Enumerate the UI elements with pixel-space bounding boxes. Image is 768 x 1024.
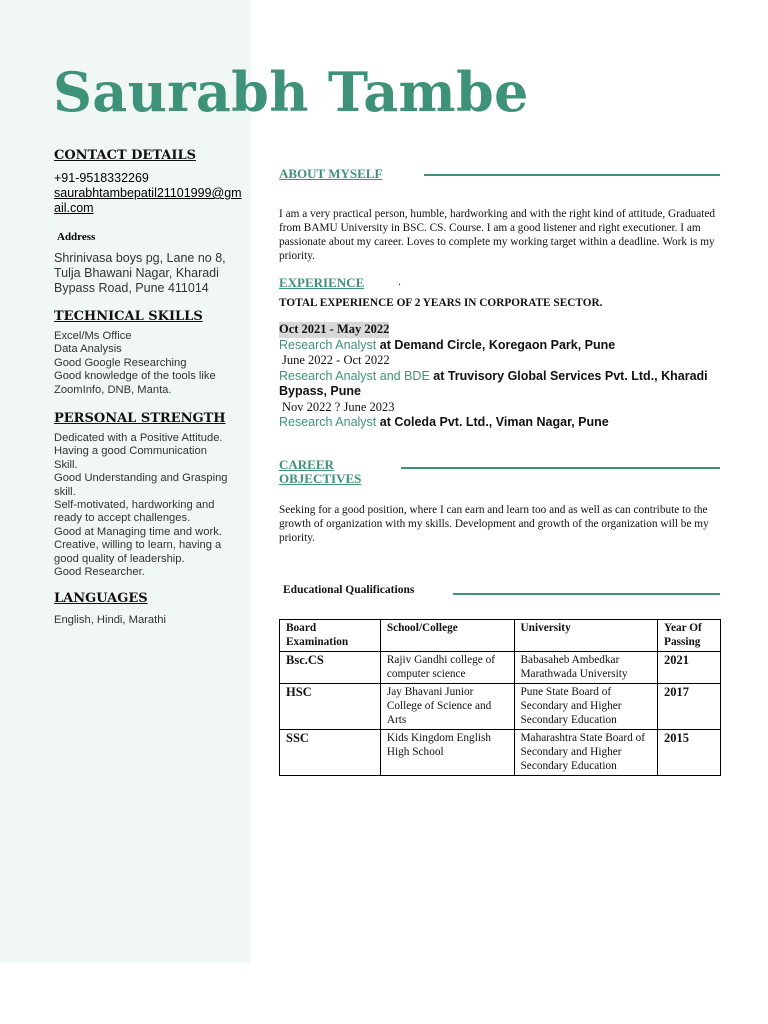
school-cell: Kids Kingdom English High School [380,730,514,776]
board-cell: SSC [280,730,381,776]
experience-dot: . [398,276,402,288]
column-header: University [514,620,658,652]
university-cell: Pune State Board of Secondary and Higher Secondary Education [514,684,658,730]
school-cell: Jay Bhavani Junior College of Science and Arts [380,684,514,730]
career-heading [279,458,361,486]
address-heading: Address [57,231,96,243]
education-heading: Educational Qualifications [283,584,415,596]
list-item: ZoomInfo, DNB, Manta. [54,383,172,396]
table-row [280,652,721,684]
job-company: at Truvisory Global Services Pvt. Ltd., Kharadi Bypass, Pune [279,368,708,398]
list-item: skill. [54,485,76,498]
list-item: Creative, willing to learn, having a [54,539,222,552]
section-divider [424,174,720,176]
technical-skills-section [54,309,244,397]
technical-skills-list [54,330,244,397]
personal-strength-heading: PERSONAL STRENGTH [54,411,226,426]
year-cell: 2017 [658,684,721,730]
table-row [280,684,721,730]
university-cell: Babasaheb Ambedkar Marathwada University [514,652,658,684]
job-date: Oct 2021 - May 2022 [279,322,390,336]
list-item: Having a good Communication [54,445,207,458]
column-header: School/College [380,620,514,652]
list-item: Dedicated with a Positive Attitude. [54,432,223,444]
column-header: Board Examination [280,620,381,652]
technical-skills-heading: TECHNICAL SKILLS [54,309,203,324]
section-divider [401,467,720,469]
job-entry [279,415,724,431]
career-heading-line: CAREER [279,457,334,472]
job-date: June 2022 - Oct 2022 [282,353,390,367]
address-line: Tulja Bhawani Nagar, Kharadi [54,266,219,280]
university-cell: Maharashtra State Board of Secondary and Higher Secondary Education [514,730,658,776]
year-cell: 2021 [658,652,721,684]
contact-section [54,148,244,296]
board-cell: Bsc.CS [280,652,381,684]
list-item: Good knowledge of the tools like [54,370,216,383]
languages-text: English, Hindi, Marathi [54,614,166,626]
list-item: Data Analysis [54,343,122,356]
year-cell: 2015 [658,730,721,776]
about-heading: ABOUT MYSELF [279,166,383,181]
languages-section [54,591,244,627]
personal-strength-section [54,411,244,579]
languages-heading: LANGUAGES [54,591,148,606]
job-date: Nov 2022 ? June 2023 [282,399,395,414]
list-item: good quality of leadership. [54,552,185,565]
board-cell: HSC [280,684,381,730]
list-item: Good Understanding and Grasping [54,472,228,485]
list-item: Excel/Ms Office [54,330,132,342]
email-link[interactable]: saurabhtambepatil21101999@gmail.com [54,186,242,215]
total-experience: TOTAL EXPERIENCE OF 2 YEARS IN CORPORATE SECTOR. [279,297,603,309]
list-item: ready to accept challenges. [54,512,191,525]
address-line: Bypass Road, Pune 411014 [54,281,209,295]
job-role: Research Analyst [279,337,377,352]
address-line: Shrinivasa boys pg, Lane no 8, [54,251,226,265]
list-item: Self-motivated, hardworking and [54,499,215,512]
experience-heading: EXPERIENCE [279,275,365,290]
school-cell: Rajiv Gandhi college of computer science [380,652,514,684]
table-header-row [280,620,721,652]
job-entry [279,338,724,354]
career-text: Seeking for a good position, where I can earn and learn too and as well as can contribute to the growth of organization with my skills. Development and growth of the organization will be my priority. [279,504,709,544]
list-item: Good Researcher. [54,566,145,579]
experience-list [279,322,724,431]
job-company: at Coleda Pvt. Ltd., Viman Nagar, Pune [376,415,609,429]
about-text: I am a very practical person, humble, hardworking and with the right kind of attitude, Graduated from BAMU University in BSC. CS. Course. I am a good listener and right executioner. I am passionate about my career. Loves to complete my working target within a deadline. Work is my priority. [279,208,716,262]
section-divider [453,593,720,595]
phone-number: +91-9518332269 [54,171,149,185]
personal-strength-list [54,432,244,579]
job-entry [279,369,724,400]
job-role: Research Analyst and BDE [279,368,430,383]
candidate-name: Saurabh Tambe [53,60,529,124]
job-role: Research Analyst [279,415,377,429]
list-item: Skill. [54,458,78,471]
education-table [279,619,721,776]
list-item: Good Google Researching [54,356,187,369]
career-heading-line: OBJECTIVES [279,471,362,486]
column-header: Year Of Passing [658,620,721,652]
contact-heading: CONTACT DETAILS [54,148,196,163]
list-item: Good at Managing time and work. [54,525,222,538]
job-company: at Demand Circle, Koregaon Park, Pune [376,337,616,352]
table-row [280,730,721,776]
